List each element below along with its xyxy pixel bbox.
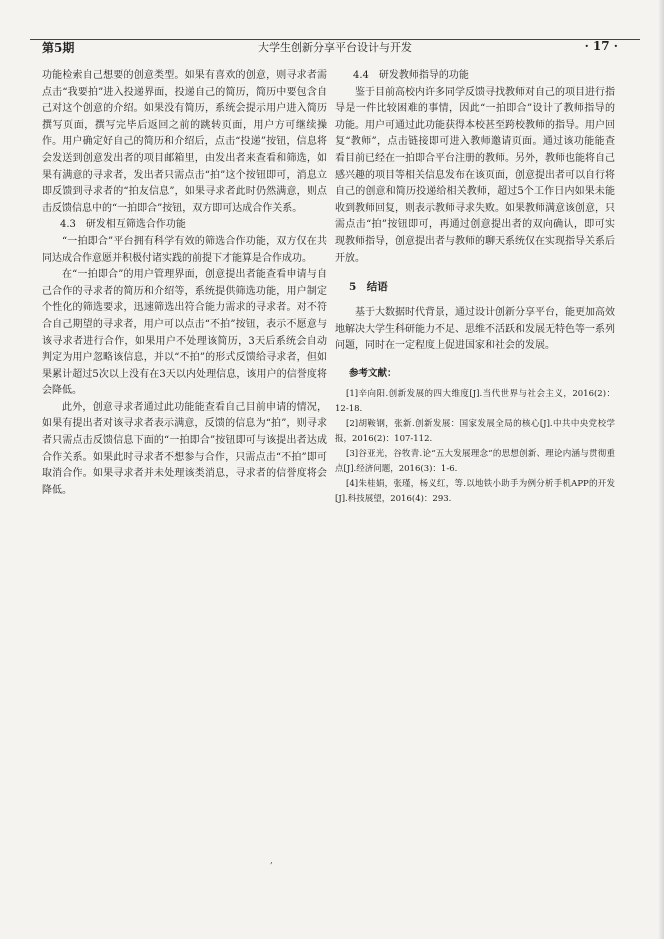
paragraph: “一拍即合”平台拥有科学有效的筛选合作功能，双方仅在共同达成合作意愿并积极付诸实践的前提下才能算是合作成功。 (42, 235, 327, 264)
reference-item: [2]胡鞍钢，张新.创新发展：国家发展全局的核心[J].中共中央党校学报，2016(2)：107-112. (335, 418, 615, 444)
page-number: · 17 · (584, 39, 618, 53)
left-column (42, 68, 327, 499)
reference-item: [3]谷亚光，谷牧青.论“五大发展理念”的思想创新、理论内涵与贯彻重点[J].经济问题，2016(3)：1-6. (335, 448, 615, 474)
section-heading-4-4: 4.4 研发教师指导的功能 (353, 70, 469, 81)
paragraph: 此外，创意寻求者通过此功能能查看自己目前申请的情况，如果有提出者对该寻求者表示满意，反馈的信息为“拍”，则寻求者只需点击反馈信息下面的“一拍即合”按钮即可与该提出者达成合作关系。如果此时寻求者不想参与合作，只需点击“不拍”即可取消合作。如果寻求者并未处理该类消息，寻求者的信誉度将会降低。 (42, 401, 327, 496)
scan-speck: , (270, 856, 273, 866)
reference-item: [1]辛向阳.创新发展的四大维度[J].当代世界与社会主义，2016(2)：12-18. (335, 388, 615, 414)
paragraph: 功能检索自己想要的创意类型。如果有喜欢的创意，则寻求者需点击“我要拍”进入投递界面，投递自己的简历，简历中要包含自己对这个创意的介绍。如果没有简历，系统会提示用户进入简历撰写页面，撰写完毕后返回之前的跳转页面，用户方可继续操作。用户确定好自己的简历和介绍后，点击“投递”按钮，信息将会发送到创意发出者的项目邮箱里，由发出者来查看和筛选，如果有满意的寻求者，发出者只需点击“拍”这个按钮即可，消息立即反馈到寻求者的“拍友信息”，如果寻求者此时仍然满意，则点击反馈信息中的“一拍即合”按钮，双方即可达成合作关系。 (42, 70, 327, 214)
section-heading-4-3: 4.3 研发相互筛选合作功能 (60, 219, 186, 231)
paragraph: 鉴于目前高校内许多同学反馈寻找教师对自己的项目进行指导是一件比较困难的事情，因此“一拍即合”设计了教师指导的功能。用户可通过此功能获得本校甚至跨校教师的指导。用户回复“教师”，点击链接即可进入教师邀请页面。通过该功能能查看目前已经在一拍即合平台注册的教师。另外，教师也能将自己感兴趣的项目等相关信息发布在该页面，创意提出者可以自行将自己的创意和简历投递给相关教师，超过5个工作日内如果未能收到教师回复，则表示教师寻求失败。如果教师满意该创意，只需点击“拍”按钮即可，再通过创意提出者的双向确认，即可实现教师指导，创意提出者与教师的聊天系统仅在实现指导关系后开放。 (335, 86, 615, 264)
page-edge-shadow (658, 0, 664, 939)
paragraph: 基于大数据时代背景，通过设计创新分享平台，能更加高效地解决大学生科研能力不足、思维不活跃和发展无特色等一系列问题，同时在一定程度上促进国家和社会的发展。 (335, 307, 615, 352)
reference-list (335, 387, 615, 507)
reference-item: [4]朱桂娟，张瑾，杨义红，等.以地铁小助手为例分析手机APP的开发[J].科技展望，2016(4)：293. (335, 478, 615, 504)
running-header (30, 22, 640, 55)
issue-number: 第5期 (42, 41, 75, 55)
running-title: 大学生创新分享平台设计与开发 (258, 41, 412, 54)
right-column (335, 68, 615, 507)
header-rule (30, 39, 640, 40)
references-title: 参考文献： (349, 367, 397, 379)
paragraph: 在“一拍即合”的用户管理界面，创意提出者能查看申请与自己合作的寻求者的简历和介绍等，系统提供筛选功能，用户制定个性化的筛选要求，迅速筛选出符合能力需求的寻求者。对不符合自己期望的寻求者，用户可以点击“不拍”按钮，表示不愿意与该寻求者进行合作，如果用户不处理该简历，3天后系统会自动判定为用户忽略该信息，并以“不拍”的形式反馈给寻求者，但如果累计超过5次以上没有在3天以内处理信息，该用户的信誉度将会降低。 (42, 269, 327, 397)
section-heading-5: 5 结语 (349, 281, 388, 294)
